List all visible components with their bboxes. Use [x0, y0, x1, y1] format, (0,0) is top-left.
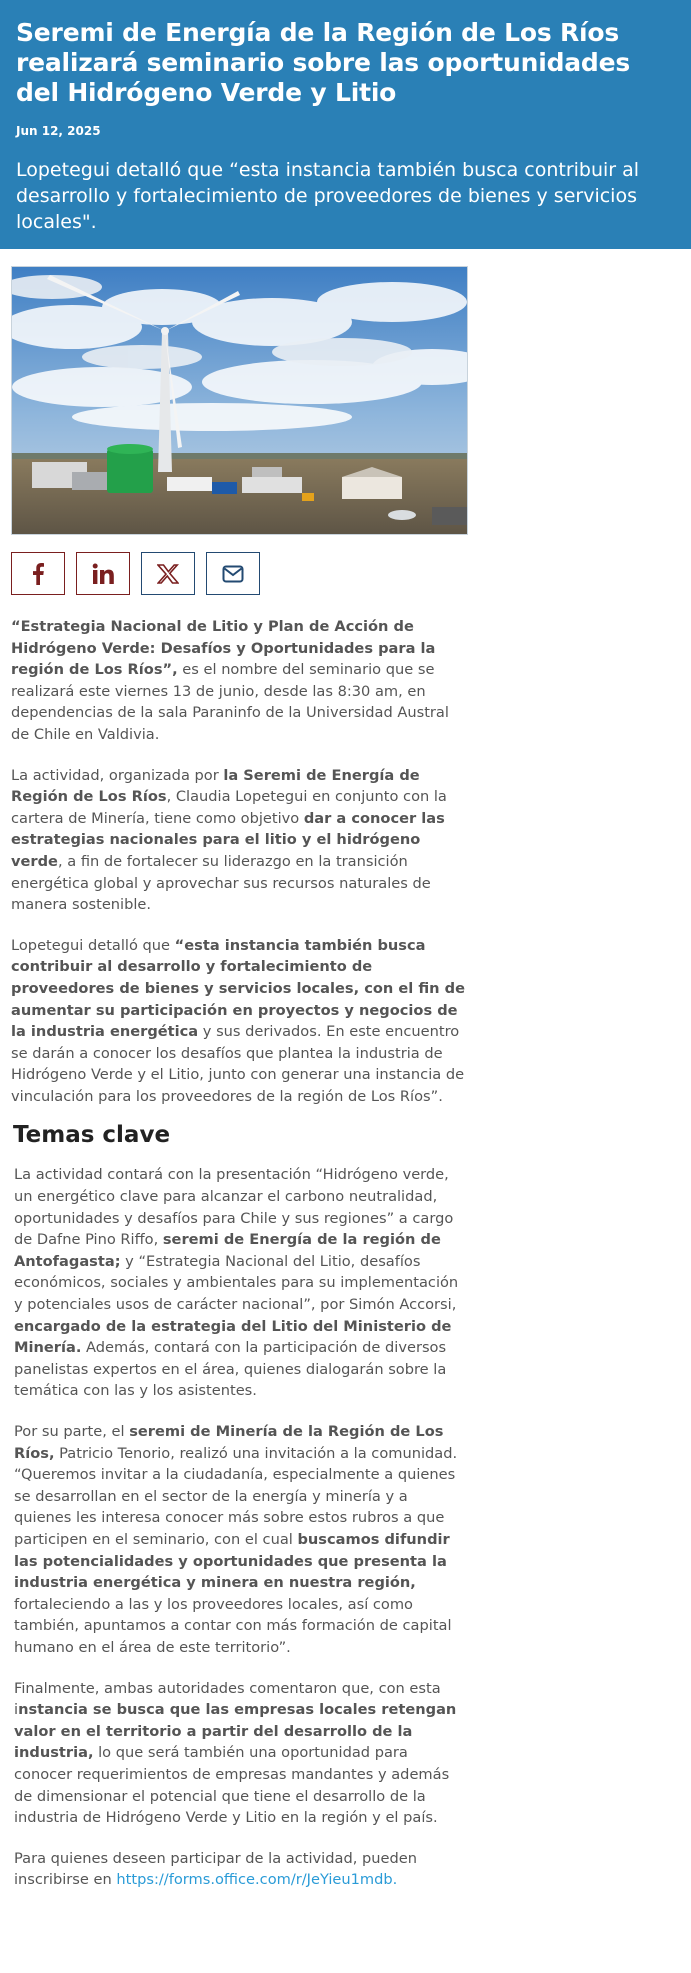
article-photo-wind-turbine: [11, 266, 468, 535]
article-header: [0, 0, 691, 249]
article-lead: Lopetegui detalló que “esta instancia también busca contribuir al desarrollo y fortalecimiento de proveedores de bienes y servicios locales".: [16, 159, 640, 233]
linkedin-icon: [92, 563, 114, 585]
share-facebook-button[interactable]: [11, 552, 65, 595]
section-heading: Temas clave: [13, 1122, 171, 1149]
share-email-button[interactable]: [206, 552, 260, 595]
paragraph: “Estrategia Nacional de Litio y Plan de Acción de Hidrógeno Verde: Desafíos y Oportunidades para la región de Los Ríos”, es el nombre del seminario que se realizará este viernes 13 de junio, desde las 8:30 am, en dependencias de la sala Paraninfo de la Universidad Austral de Chile en Valdivia.: [11, 618, 449, 743]
x-icon: [157, 564, 179, 584]
paragraph: La actividad contará con la presentación “Hidrógeno verde, un energético clave para alcanzar el carbono neutralidad, oportunidades y desafíos para Chile y sus regiones” a cargo de Dafne Pino Riffo, seremi de Energía de la región de Antofagasta; y “Estrategia Nacional del Litio, desafíos económicos, sociales y ambientales para su implementación y potenciales usos de carácter nacional”, por Simón Accorsi, encargado de la estrategia del Litio del Ministerio de Minería. Además, contará con la participación de diversos panelistas expertos en el área, quienes dialogarán sobre la temática con las y los asistentes.: [14, 1166, 459, 1400]
paragraph: La actividad, organizada por la Seremi de Energía de Región de Los Ríos, Claudia Lopetegui en conjunto con la cartera de Minería, tiene como objetivo dar a conocer las estrategias nacionales para el litio y el hidrógeno verde, a fin de fortalecer su liderazgo en la transición energética global y aprovechar sus recursos naturales de manera sostenible.: [11, 766, 447, 914]
paragraph: Para quienes deseen participar de la actividad, pueden inscribirse en https://forms.office.com/r/JeYieu1mdb.: [14, 1849, 417, 1889]
facebook-icon: [29, 563, 47, 585]
article-body: [11, 616, 469, 1910]
wind-turbine-illustration: [12, 267, 468, 535]
share-linkedin-button[interactable]: [76, 552, 130, 595]
paragraph: Finalmente, ambas autoridades comentaron que, con esta instancia se busca que las empresas locales retengan valor en el territorio a partir del desarrollo de la industria, lo que será también una oportunidad para conocer requerimientos de empresas mandantes y además de dimensionar el potencial que tiene el desarrollo de la industria de Hidrógeno Verde y Litio en la región y el país.: [14, 1679, 457, 1827]
share-x-button[interactable]: [141, 552, 195, 595]
paragraph: Lopetegui detalló que “esta instancia también busca contribuir al desarrollo y fortalecimiento de proveedores de bienes y servicios locales, con el fin de aumentar su participación en proyectos y negocios de la industria energética y sus derivados. En este encuentro se darán a conocer los desafíos que plantea la industria de Hidrógeno Verde y el Litio, junto con generar una instancia de vinculación para los proveedores de la región de Los Ríos”.: [11, 936, 465, 1105]
article-date: Jun 12, 2025: [16, 124, 101, 138]
email-icon: [222, 565, 244, 583]
share-buttons: [11, 552, 260, 595]
registration-link[interactable]: https://forms.office.com/r/JeYieu1mdb.: [116, 1871, 398, 1889]
paragraph: Por su parte, el seremi de Minería de la Región de Los Ríos, Patricio Tenorio, realizó una invitación a la comunidad. “Queremos invitar a la ciudadanía, especialmente a quienes se desarrollan en el sector de la energía y minería y a quienes les interesa conocer más sobre estos rubros a que participen en el seminario, con el cual buscamos difundir las potencialidades y oportunidades que presenta la industria energética y minera en nuestra región, fortaleciendo a las y los proveedores locales, así como también, apuntamos a contar con más formación de capital humano en el área de este territorio”.: [14, 1423, 458, 1656]
article-title: Seremi de Energía de la Región de Los Ríos realizará seminario sobre las oportunidades del Hidrógeno Verde y Litio: [16, 18, 631, 107]
